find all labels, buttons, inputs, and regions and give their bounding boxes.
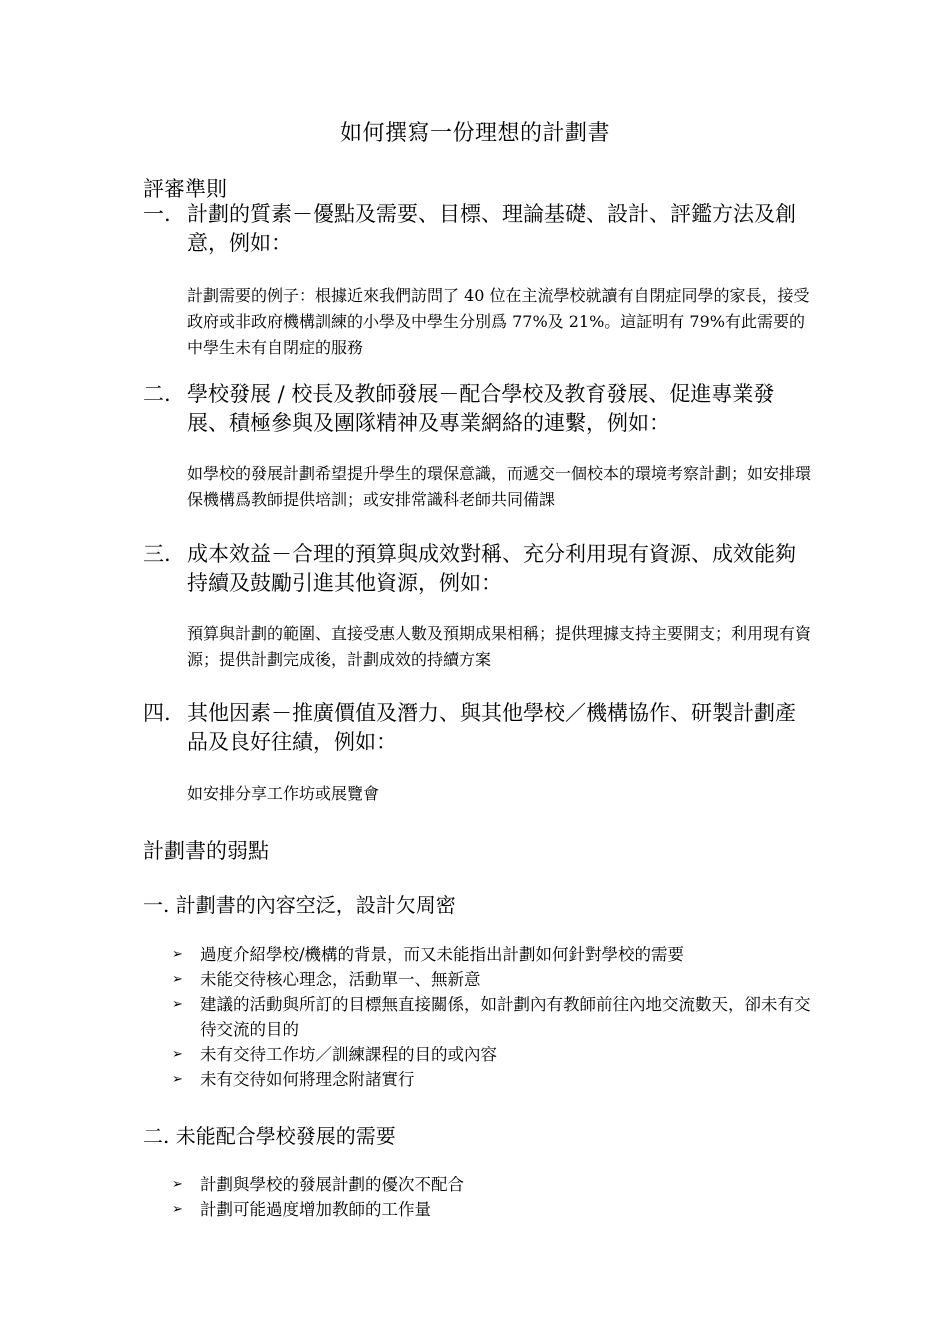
arrow-bullet-icon: ➢ bbox=[172, 1072, 183, 1087]
arrow-bullet-icon: ➢ bbox=[172, 1047, 183, 1062]
arrow-bullet-icon: ➢ bbox=[172, 997, 183, 1012]
criterion-item bbox=[143, 699, 813, 757]
criterion-example: 計劃需要的例子：根據近來我們訪問了 40 位在主流學校就讀有自閉症同學的家長，接受政府或非政府機構訓練的小學及中學生分別爲 77%及 21%。這証明有 79%有此需要的中學生未有自閉症的服務 bbox=[187, 286, 810, 357]
criterion-number: 四. bbox=[143, 701, 171, 725]
arrow-bullet-icon: ➢ bbox=[172, 947, 183, 962]
criterion-example: 如學校的發展計劃希望提升學生的環保意識，而遞交一個校本的環境考察計劃；如安排環保機構爲教師提供培訓；或安排常識科老師共同備課 bbox=[187, 464, 812, 509]
criterion-example: 如安排分享工作坊或展覽會 bbox=[187, 784, 380, 803]
document-title: 如何撰寫一份理想的計劃書 bbox=[339, 121, 610, 146]
criterion-number: 一. bbox=[143, 202, 171, 226]
criterion-text: 學校發展 / 校長及教師發展－配合學校及教育發展、促進專業發展、積極參與及團隊精神及專業網絡的連繫，例如： bbox=[187, 382, 775, 435]
arrow-bullet-icon: ➢ bbox=[172, 1202, 183, 1217]
list-item: ➢ 過度介紹學校/機構的背景，而又未能指出計劃如何針對學校的需要 bbox=[172, 942, 812, 967]
list-item: ➢ 未能交待核心理念，活動單一、無新意 bbox=[172, 967, 812, 992]
criterion-number: 三. bbox=[143, 542, 171, 566]
criterion-item bbox=[143, 540, 813, 598]
criteria-heading: 評審準則 bbox=[143, 177, 227, 201]
criterion-text: 其他因素－推廣價值及潛力、與其他學校／機構協作、研製計劃產品及良好往績，例如： bbox=[187, 701, 796, 754]
weakness-heading: 計劃書的弱點 bbox=[143, 839, 269, 863]
criterion-item bbox=[143, 380, 813, 438]
weakness-subheading: 二. 未能配合學校發展的需要 bbox=[143, 1124, 396, 1148]
list-item: ➢ 未有交待工作坊／訓練課程的目的或內容 bbox=[172, 1042, 812, 1067]
criterion-number: 二. bbox=[143, 382, 171, 406]
criterion-text: 計劃的質素－優點及需要、目標、理論基礎、設計、評鑑方法及創意，例如： bbox=[187, 202, 796, 255]
criterion-example: 預算與計劃的範圍、直接受惠人數及預期成果相稱；提供理據支持主要開支；利用現有資源；提供計劃完成後，計劃成效的持續方案 bbox=[187, 624, 812, 669]
list-item: ➢ 計劃可能過度增加教師的工作量 bbox=[172, 1197, 812, 1222]
criterion-text: 成本效益－合理的預算與成效對稱、充分利用現有資源、成效能夠持續及鼓勵引進其他資源，例如： bbox=[187, 542, 796, 595]
list-item: ➢ 計劃與學校的發展計劃的優次不配合 bbox=[172, 1172, 812, 1197]
weakness-subheading: 一. 計劃書的內容空泛，設計欠周密 bbox=[143, 893, 456, 917]
arrow-bullet-icon: ➢ bbox=[172, 1177, 183, 1192]
list-item: ➢ 未有交待如何將理念附諸實行 bbox=[172, 1067, 812, 1092]
weakness-list bbox=[172, 1172, 812, 1222]
arrow-bullet-icon: ➢ bbox=[172, 972, 183, 987]
list-item: ➢ 建議的活動與所訂的目標無直接關係，如計劃內有教師前往內地交流數天，卻未有交待交流的目的 bbox=[172, 992, 812, 1042]
weakness-list bbox=[172, 942, 812, 1092]
criterion-item bbox=[143, 200, 813, 258]
